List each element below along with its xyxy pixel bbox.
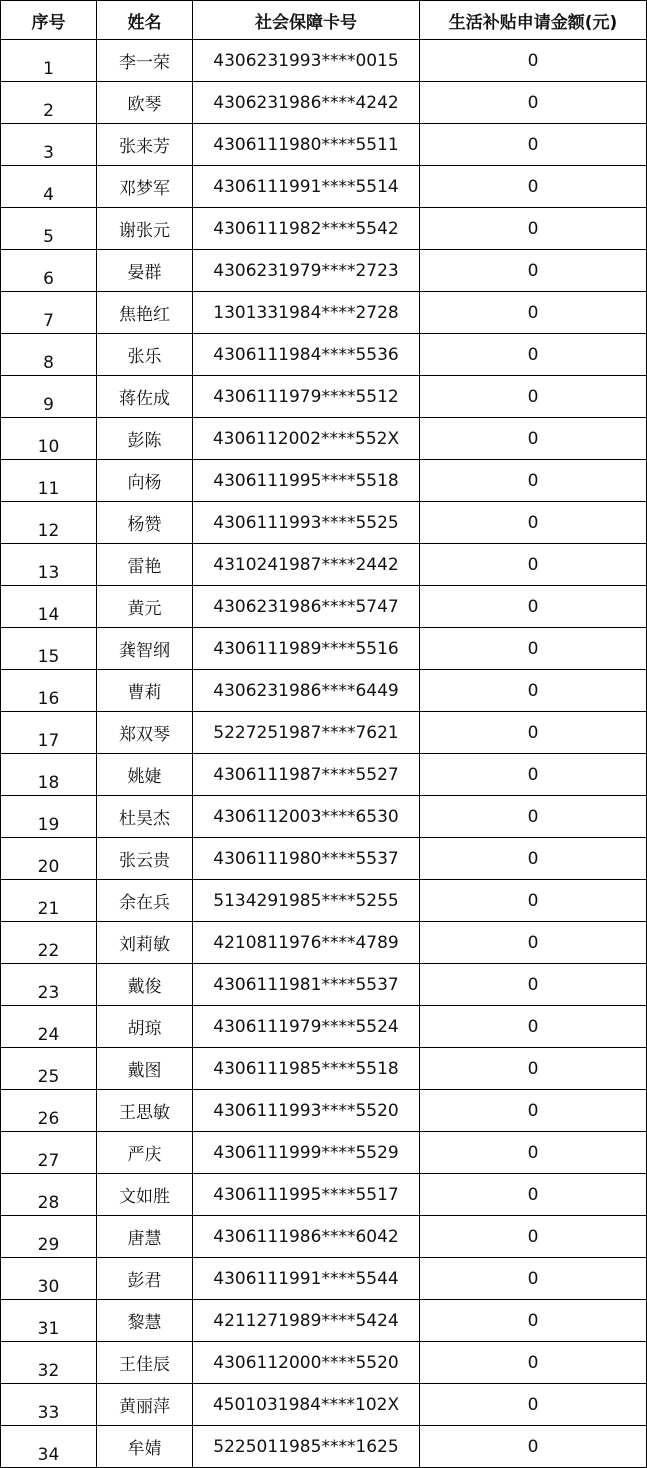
row-name: 黎慧 [97, 1300, 193, 1342]
row-card: 4306231986****4242 [193, 82, 420, 124]
row-amount: 0 [420, 1342, 647, 1384]
row-amount: 0 [420, 502, 647, 544]
row-card: 4306231993****0015 [193, 40, 420, 82]
row-card: 5227251987****7621 [193, 712, 420, 754]
row-card: 4306111979****5524 [193, 1006, 420, 1048]
table-row [1, 754, 647, 796]
row-no: 23 [1, 964, 97, 1006]
row-card: 4306111991****5514 [193, 166, 420, 208]
row-amount: 0 [420, 628, 647, 670]
row-card: 4306111984****5536 [193, 334, 420, 376]
table-row [1, 838, 647, 880]
row-amount: 0 [420, 1174, 647, 1216]
table-row [1, 1132, 647, 1174]
row-card: 4306112003****6530 [193, 796, 420, 838]
row-name: 李一荣 [97, 40, 193, 82]
row-amount: 0 [420, 670, 647, 712]
row-no: 6 [1, 250, 97, 292]
row-amount: 0 [420, 964, 647, 1006]
row-name: 郑双琴 [97, 712, 193, 754]
row-amount: 0 [420, 586, 647, 628]
row-no: 2 [1, 82, 97, 124]
row-name: 杨赞 [97, 502, 193, 544]
row-card: 4306111986****6042 [193, 1216, 420, 1258]
table-row [1, 964, 647, 1006]
row-name: 严庆 [97, 1132, 193, 1174]
row-name: 龚智纲 [97, 628, 193, 670]
row-no: 10 [1, 418, 97, 460]
table-row [1, 292, 647, 334]
row-amount: 0 [420, 1258, 647, 1300]
row-name: 蒋佐成 [97, 376, 193, 418]
row-amount: 0 [420, 124, 647, 166]
row-no: 32 [1, 1342, 97, 1384]
table-row [1, 502, 647, 544]
row-name: 王思敏 [97, 1090, 193, 1132]
table-row [1, 1384, 647, 1426]
row-name: 胡琼 [97, 1006, 193, 1048]
table-row [1, 628, 647, 670]
row-no: 28 [1, 1174, 97, 1216]
row-amount: 0 [420, 754, 647, 796]
row-amount: 0 [420, 250, 647, 292]
header-card: 社会保障卡号 [193, 1, 420, 40]
row-no: 18 [1, 754, 97, 796]
row-no: 30 [1, 1258, 97, 1300]
row-card: 4210811976****4789 [193, 922, 420, 964]
table-row [1, 586, 647, 628]
table-row [1, 418, 647, 460]
row-card: 4306111995****5518 [193, 460, 420, 502]
row-name: 张来芳 [97, 124, 193, 166]
row-card: 4306111995****5517 [193, 1174, 420, 1216]
row-name: 张云贵 [97, 838, 193, 880]
row-card: 4306111980****5537 [193, 838, 420, 880]
row-name: 谢张元 [97, 208, 193, 250]
row-card: 4306112000****5520 [193, 1342, 420, 1384]
row-name: 张乐 [97, 334, 193, 376]
row-amount: 0 [420, 838, 647, 880]
table-row [1, 40, 647, 82]
table-row [1, 1342, 647, 1384]
row-card: 4306111991****5544 [193, 1258, 420, 1300]
row-amount: 0 [420, 880, 647, 922]
row-no: 31 [1, 1300, 97, 1342]
header-no: 序号 [1, 1, 97, 40]
row-name: 刘莉敏 [97, 922, 193, 964]
row-no: 20 [1, 838, 97, 880]
row-amount: 0 [420, 1006, 647, 1048]
row-card: 5225011985****1625 [193, 1426, 420, 1468]
row-name: 彭陈 [97, 418, 193, 460]
row-no: 15 [1, 628, 97, 670]
table-row [1, 376, 647, 418]
row-name: 唐慧 [97, 1216, 193, 1258]
row-amount: 0 [420, 1300, 647, 1342]
row-amount: 0 [420, 1216, 647, 1258]
row-name: 曹莉 [97, 670, 193, 712]
row-no: 4 [1, 166, 97, 208]
row-no: 7 [1, 292, 97, 334]
row-name: 彭君 [97, 1258, 193, 1300]
row-amount: 0 [420, 544, 647, 586]
row-name: 王佳辰 [97, 1342, 193, 1384]
row-card: 4306111989****5516 [193, 628, 420, 670]
row-amount: 0 [420, 1048, 647, 1090]
table-row [1, 250, 647, 292]
row-name: 黄丽萍 [97, 1384, 193, 1426]
row-no: 12 [1, 502, 97, 544]
table-row [1, 1090, 647, 1132]
table-row [1, 334, 647, 376]
table-row [1, 922, 647, 964]
row-no: 14 [1, 586, 97, 628]
row-card: 4306111980****5511 [193, 124, 420, 166]
row-name: 杜昊杰 [97, 796, 193, 838]
row-name: 余在兵 [97, 880, 193, 922]
table-row [1, 880, 647, 922]
row-card: 4306231979****2723 [193, 250, 420, 292]
row-name: 文如胜 [97, 1174, 193, 1216]
table-row [1, 460, 647, 502]
row-amount: 0 [420, 712, 647, 754]
row-no: 13 [1, 544, 97, 586]
table-row [1, 1216, 647, 1258]
row-name: 戴图 [97, 1048, 193, 1090]
row-name: 雷艳 [97, 544, 193, 586]
row-no: 26 [1, 1090, 97, 1132]
row-card: 4501031984****102X [193, 1384, 420, 1426]
row-card: 4306111982****5542 [193, 208, 420, 250]
row-amount: 0 [420, 166, 647, 208]
row-name: 向杨 [97, 460, 193, 502]
row-name: 晏群 [97, 250, 193, 292]
row-card: 4306111981****5537 [193, 964, 420, 1006]
row-amount: 0 [420, 922, 647, 964]
row-name: 欧琴 [97, 82, 193, 124]
row-no: 21 [1, 880, 97, 922]
table-row [1, 670, 647, 712]
row-no: 5 [1, 208, 97, 250]
row-name: 戴俊 [97, 964, 193, 1006]
row-card: 4211271989****5424 [193, 1300, 420, 1342]
table-row [1, 1258, 647, 1300]
row-no: 3 [1, 124, 97, 166]
table-header [1, 1, 647, 40]
row-card: 1301331984****2728 [193, 292, 420, 334]
table-row [1, 544, 647, 586]
table-row [1, 1426, 647, 1468]
table-row [1, 796, 647, 838]
row-amount: 0 [420, 334, 647, 376]
row-amount: 0 [420, 82, 647, 124]
row-card: 4306111993****5520 [193, 1090, 420, 1132]
row-no: 9 [1, 376, 97, 418]
table-body [1, 40, 647, 1468]
row-no: 33 [1, 1384, 97, 1426]
table-row [1, 82, 647, 124]
row-card: 4306111987****5527 [193, 754, 420, 796]
row-amount: 0 [420, 1090, 647, 1132]
table-row [1, 124, 647, 166]
row-amount: 0 [420, 40, 647, 82]
table-row [1, 712, 647, 754]
row-amount: 0 [420, 376, 647, 418]
table-row [1, 1300, 647, 1342]
row-amount: 0 [420, 1426, 647, 1468]
row-amount: 0 [420, 796, 647, 838]
row-no: 27 [1, 1132, 97, 1174]
row-card: 4306111985****5518 [193, 1048, 420, 1090]
header-row [1, 1, 647, 40]
row-no: 17 [1, 712, 97, 754]
table-row [1, 1006, 647, 1048]
row-no: 8 [1, 334, 97, 376]
row-no: 34 [1, 1426, 97, 1468]
row-no: 16 [1, 670, 97, 712]
row-no: 29 [1, 1216, 97, 1258]
row-card: 4306111993****5525 [193, 502, 420, 544]
row-no: 22 [1, 922, 97, 964]
row-amount: 0 [420, 208, 647, 250]
row-amount: 0 [420, 1384, 647, 1426]
row-name: 牟婧 [97, 1426, 193, 1468]
row-name: 焦艳红 [97, 292, 193, 334]
row-card: 4310241987****2442 [193, 544, 420, 586]
row-amount: 0 [420, 418, 647, 460]
row-amount: 0 [420, 460, 647, 502]
table-row [1, 208, 647, 250]
row-card: 5134291985****5255 [193, 880, 420, 922]
row-card: 4306111979****5512 [193, 376, 420, 418]
table-row [1, 1048, 647, 1090]
row-amount: 0 [420, 292, 647, 334]
row-amount: 0 [420, 1132, 647, 1174]
row-no: 11 [1, 460, 97, 502]
row-name: 黄元 [97, 586, 193, 628]
header-name: 姓名 [97, 1, 193, 40]
row-name: 邓梦军 [97, 166, 193, 208]
table-row [1, 1174, 647, 1216]
row-no: 1 [1, 40, 97, 82]
header-amount: 生活补贴申请金额(元) [420, 1, 647, 40]
row-card: 4306231986****6449 [193, 670, 420, 712]
row-no: 19 [1, 796, 97, 838]
row-card: 4306112002****552X [193, 418, 420, 460]
row-no: 25 [1, 1048, 97, 1090]
row-card: 4306231986****5747 [193, 586, 420, 628]
table-row [1, 166, 647, 208]
row-no: 24 [1, 1006, 97, 1048]
row-name: 姚婕 [97, 754, 193, 796]
row-card: 4306111999****5529 [193, 1132, 420, 1174]
